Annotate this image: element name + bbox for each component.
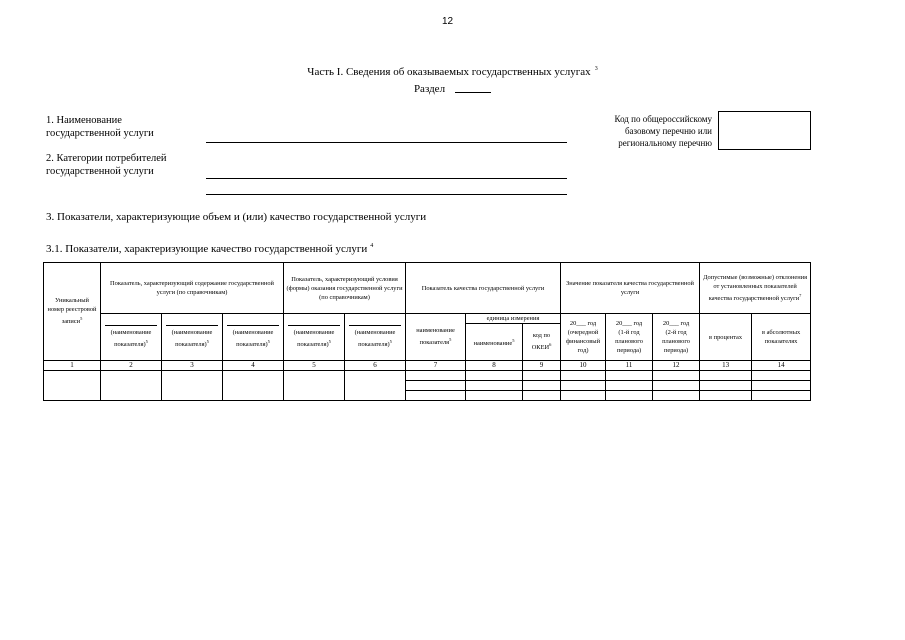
- table-cell[interactable]: [752, 381, 811, 391]
- subheader-okei-note: 6: [549, 342, 552, 348]
- table-cell[interactable]: [44, 371, 101, 401]
- subheader-note: 5: [389, 338, 392, 344]
- table-cell[interactable]: [700, 391, 752, 401]
- table-cell[interactable]: [162, 371, 223, 401]
- table-cell[interactable]: [523, 391, 561, 401]
- table-cell[interactable]: [284, 371, 345, 401]
- registry-code-box[interactable]: [718, 111, 811, 150]
- table-cell[interactable]: [523, 381, 561, 391]
- table-cell[interactable]: [406, 381, 466, 391]
- subheader-indicator-name-note: 5: [449, 337, 452, 343]
- year-3-desc: (2-й год планового периода): [662, 329, 690, 354]
- table-cell[interactable]: [561, 371, 606, 381]
- service-name-label-line2: государственной услуги: [46, 128, 154, 139]
- year-1-suffix: год: [587, 320, 597, 327]
- table-cell[interactable]: [466, 391, 523, 401]
- year-3-suffix: год: [680, 320, 690, 327]
- table-cell[interactable]: [561, 391, 606, 401]
- subheader-content-2: [162, 314, 223, 361]
- subheader-year-3: 20___ год (2-й год планового периода): [653, 314, 700, 361]
- col-number: 2: [101, 361, 162, 371]
- column-numbers-row: [44, 361, 811, 371]
- subheader-note: 5: [328, 338, 331, 344]
- col-number: 6: [345, 361, 406, 371]
- header-deviation-text: Допустимые (возможные) отклонения от установленных показателей качества государственной услуги: [703, 273, 808, 303]
- col-number: 8: [466, 361, 523, 371]
- year-1-desc: (очередной финансовый год): [566, 329, 601, 354]
- registry-code-label: [590, 113, 712, 149]
- table-cell[interactable]: [653, 391, 700, 401]
- subheader-absolute: в абсолютных показателях: [752, 314, 811, 361]
- consumer-categories-label-line1: 2. Категории потребителей: [46, 153, 167, 164]
- subheader-indicator-name: [406, 314, 466, 361]
- year-2-desc: (1-й год планового периода): [615, 329, 643, 354]
- subheader-content-3: [223, 314, 284, 361]
- subheader-unit-name-text: наименование: [473, 340, 513, 348]
- subheader-unit-name-note: 5: [512, 337, 515, 343]
- part-title-footnote: 3: [594, 66, 598, 73]
- col-number: 3: [162, 361, 223, 371]
- consumer-categories-line-2[interactable]: [206, 194, 567, 195]
- subheader-unit: единица измерения: [466, 314, 561, 324]
- subheader-percent: в процентах: [700, 314, 752, 361]
- table-cell[interactable]: [523, 371, 561, 381]
- table-cell[interactable]: [606, 381, 653, 391]
- page-number: 12: [442, 16, 454, 27]
- service-name-label-line1: 1. Наименование: [46, 115, 122, 126]
- year-1-prefix: 20: [569, 320, 577, 327]
- table-cell[interactable]: [752, 391, 811, 401]
- service-name-label: [46, 114, 154, 140]
- quality-indicators-table: [43, 262, 811, 401]
- table-cell[interactable]: [466, 381, 523, 391]
- subheader-okei-text: код по ОКЕИ: [531, 332, 551, 352]
- table-cell[interactable]: [406, 391, 466, 401]
- year-3-prefix: 20: [662, 320, 670, 327]
- subheader-indicator-name-text: наименование показателя: [416, 327, 455, 347]
- registry-code-label-line2: базовому перечню или: [624, 126, 712, 136]
- col-number: 13: [700, 361, 752, 371]
- subheader-content-2-text: (наименование показателя): [171, 328, 213, 349]
- blank-rule: [166, 325, 218, 326]
- header-quality-value: Значение показателя качества государственной услуги: [561, 263, 700, 314]
- section-3-1-heading-text: 3.1. Показатели, характеризующие качество государственной услуги: [46, 243, 368, 255]
- subheader-conditions-2: [345, 314, 406, 361]
- table-cell[interactable]: [700, 381, 752, 391]
- col-number: 7: [406, 361, 466, 371]
- subheader-conditions-1: [284, 314, 345, 361]
- section-number-blank[interactable]: [455, 82, 491, 93]
- col-number: 14: [752, 361, 811, 371]
- table-cell[interactable]: [752, 371, 811, 381]
- subheader-year-1: 20___ год (очередной финансовый год): [561, 314, 606, 361]
- service-name-line[interactable]: [206, 142, 567, 143]
- table-cell[interactable]: [606, 371, 653, 381]
- blank-rule: [105, 325, 157, 326]
- subheader-note: 5: [145, 338, 148, 344]
- part-title-text: Часть I. Сведения об оказываемых государственных услугах: [307, 66, 591, 78]
- subheader-conditions-2-text: (наименование показателя): [354, 328, 396, 349]
- subheader-unit-name: [466, 324, 523, 361]
- col-number: 10: [561, 361, 606, 371]
- table-cell[interactable]: [101, 371, 162, 401]
- subheader-content-3-text: (наименование показателя): [232, 328, 274, 349]
- table-cell[interactable]: [223, 371, 284, 401]
- header-unique-number: [44, 263, 101, 361]
- subheader-okei: [523, 324, 561, 361]
- blank-rule: [349, 325, 401, 326]
- table-cell[interactable]: [700, 371, 752, 381]
- table-cell[interactable]: [653, 381, 700, 391]
- header-unique-number-text: Уникальный номер реестровой записи: [47, 297, 97, 326]
- header-content-indicator: Показатель, характеризующий содержание государственной услуги (по справочникам): [101, 263, 284, 314]
- table-cell[interactable]: [345, 371, 406, 401]
- header-conditions-indicator: Показатель, характеризующий условия (формы) оказания государственной услуги (по справочникам): [284, 263, 406, 314]
- part-title: [0, 66, 905, 78]
- header-quality-indicator: Показатель качества государственной услуги: [406, 263, 561, 314]
- col-number: 12: [653, 361, 700, 371]
- col-number: 1: [44, 361, 101, 371]
- table-row: [44, 371, 811, 381]
- col-number: 11: [606, 361, 653, 371]
- col-number: 9: [523, 361, 561, 371]
- section-line: [0, 82, 905, 95]
- subheader-note: 5: [267, 338, 270, 344]
- section-label: Раздел: [413, 83, 446, 95]
- subheader-year-2: 20___ год (1-й год планового периода): [606, 314, 653, 361]
- subheader-content-1-text: (наименование показателя): [110, 328, 152, 349]
- header-deviation-note: 7: [799, 292, 802, 298]
- consumer-categories-line-1[interactable]: [206, 178, 567, 179]
- section-3-1-heading: [46, 243, 373, 255]
- blank-rule: [227, 325, 279, 326]
- table-cell[interactable]: [406, 371, 466, 381]
- blank-rule: [288, 325, 340, 326]
- table-cell[interactable]: [466, 371, 523, 381]
- table-cell[interactable]: [606, 391, 653, 401]
- registry-code-label-line1: Код по общероссийскому: [614, 114, 712, 124]
- year-2-prefix: 20: [615, 320, 623, 327]
- section-3-1-footnote: 4: [370, 243, 374, 250]
- col-number: 4: [223, 361, 284, 371]
- year-2-suffix: год: [633, 320, 643, 327]
- header-deviation: [700, 263, 811, 314]
- subheader-note: 5: [206, 338, 209, 344]
- section-3-heading: 3. Показатели, характеризующие объем и (или) качество государственной услуги: [46, 211, 427, 223]
- registry-code-label-line3: региональному перечню: [618, 138, 712, 148]
- consumer-categories-label: [46, 152, 167, 178]
- header-unique-number-note: 5: [80, 316, 83, 322]
- col-number: 5: [284, 361, 345, 371]
- consumer-categories-label-line2: государственной услуги: [46, 166, 154, 177]
- subheader-content-1: [101, 314, 162, 361]
- table-cell[interactable]: [561, 381, 606, 391]
- subheader-conditions-1-text: (наименование показателя): [293, 328, 335, 349]
- table-cell[interactable]: [653, 371, 700, 381]
